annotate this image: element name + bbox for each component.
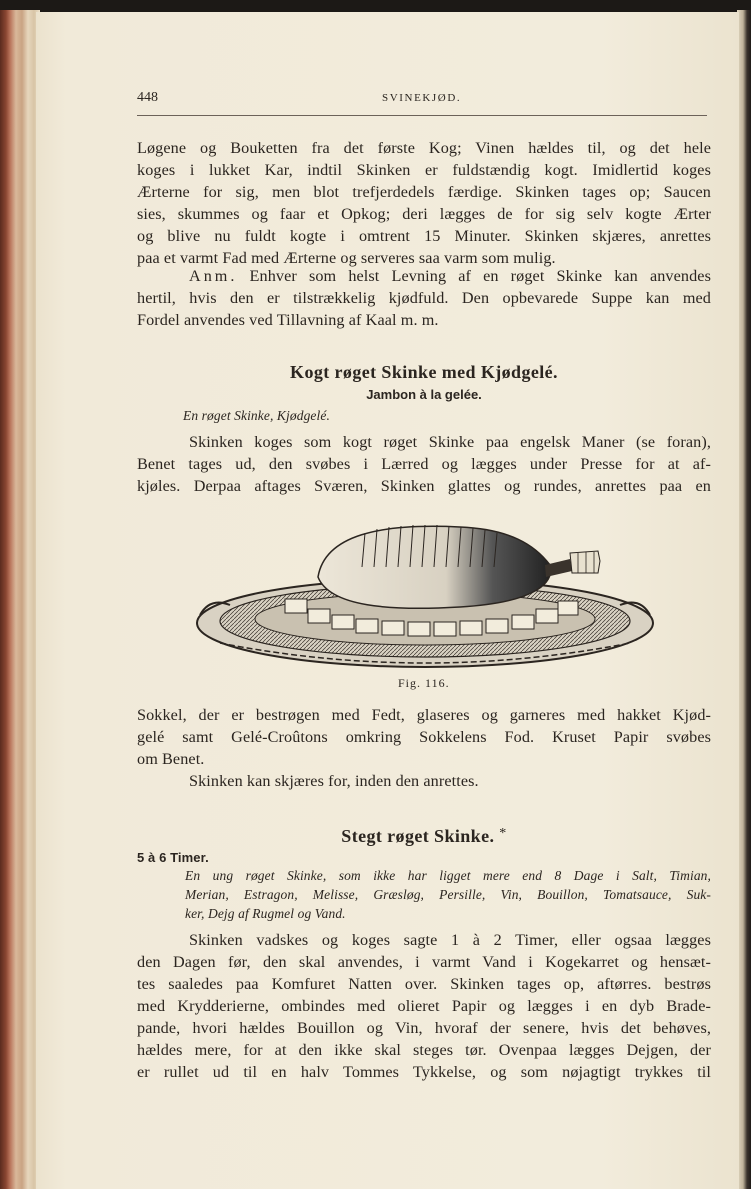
recipe-time: 5 à 6 Timer.: [137, 850, 209, 865]
paragraph-intro: [137, 137, 711, 269]
text-line: hertil, hvis den er tilstrækkelig kjødfuld. Den opbevarede Suppe kan med: [137, 289, 711, 307]
book-spine: [0, 10, 40, 1189]
note-line: Enhver som helst Levning af en røget Skinke kan anvendes: [249, 267, 711, 285]
text-line: Sokkel, der er bestrøgen med Fedt, glaseres og garneres med hakket Kjød-: [137, 706, 711, 724]
text-line: kjøles. Derpaa aftages Sværen, Skinken glattes og rundes, anrettes paa en: [137, 477, 711, 495]
recipe-title: [137, 826, 711, 847]
book-right-edge: [737, 10, 751, 1189]
text-line: sies, skummes og faar et Opkog; deri lægges de for sig selv kogte Ærter: [137, 205, 711, 223]
running-title: SVINEKJØD.: [382, 92, 462, 104]
running-head: [137, 90, 711, 110]
text-line: Skinken koges som kogt røget Skinke paa engelsk Maner (se foran),: [189, 433, 711, 451]
recipe-ingredients: En røget Skinke, Kjødgelé.: [183, 408, 330, 423]
text-line: hældes mere, for at den ikke skal steges tør. Ovenpaa lægges Dejgen, der: [137, 1041, 711, 1059]
recipe-body-continued: [137, 704, 711, 792]
recipe-body: [137, 431, 711, 497]
text-line: gelé samt Gelé-Croûtons omkring Sokkelens Fod. Kruset Papir svøbes: [137, 728, 711, 746]
text-line: Løgene og Bouketten fra det første Kog; Vinen hældes til, og det hele: [137, 139, 711, 157]
text-line: Skinken kan skjæres for, inden den anrettes.: [189, 772, 479, 790]
text-line: Merian, Estragon, Melisse, Græsløg, Persille, Vin, Bouillon, Tomatsauce, Suk-: [185, 887, 711, 902]
text-line: den Dagen før, den skal anvendes, i varmt Vand i Kogekarret og hensæt-: [137, 953, 711, 971]
recipe-title: Kogt røget Skinke med Kjødgelé.: [290, 362, 558, 382]
text-line: tes saaledes paa Komfuret Natten over. Skinken tages op, aftørres. bestrøs: [137, 975, 711, 993]
text-line: Benet tages ud, den svøbes i Lærred og lægges under Presse for at af-: [137, 455, 711, 473]
text-line: pande, hvori hældes Bouillon og Vin, hvoraf der senere, hvis det behøves,: [137, 1019, 711, 1037]
text-line: paa et varmt Fad med Ærterne og serveres saa varm som mulig.: [137, 249, 556, 267]
text-line: Ærterne for sig, men blot trefjerdedels færdige. Skinken tages op; Saucen: [137, 183, 711, 201]
note-paragraph: [137, 265, 711, 331]
text-line: [137, 265, 711, 287]
recipe-ingredients: [185, 866, 711, 923]
recipe-subtitle: Jambon à la gelée.: [366, 387, 482, 402]
text-line: er rullet ud til en halv Tommes Tykkelse, og som nøjagtigt trykkes til: [137, 1063, 711, 1081]
figure-caption: Fig. 116.: [398, 676, 450, 690]
text-line: og blive nu fuldt kogte i omtrent 15 Minuter. Skinken skjæres, anrettes: [137, 227, 711, 245]
page-number: 448: [137, 90, 158, 105]
note-label: Anm.: [189, 267, 238, 285]
recipe-mark: *: [499, 826, 507, 841]
text-line: med Krydderierne, ombindes med olieret Papir og lægges i en dyb Brade-: [137, 997, 711, 1015]
text-line: Fordel anvendes ved Tillavning af Kaal m. m.: [137, 311, 439, 329]
ham-platter-illustration: [190, 515, 660, 673]
header-rule: [137, 115, 707, 116]
text-line: En ung røget Skinke, som ikke har ligget mere end 8 Dage i Salt, Timian,: [185, 868, 711, 883]
text-line: ker, Dejg af Rugmel og Vand.: [185, 906, 346, 921]
text-line: koges i lukket Kar, indtil Skinken er fuldstændig kogt. Imidlertid koges: [137, 161, 711, 179]
text-line: om Benet.: [137, 750, 205, 768]
recipe-title-text: Stegt røget Skinke.: [341, 826, 495, 846]
text-line: Skinken vadskes og koges sagte 1 à 2 Timer, eller ogsaa lægges: [189, 931, 711, 949]
recipe-body: [137, 929, 711, 1083]
